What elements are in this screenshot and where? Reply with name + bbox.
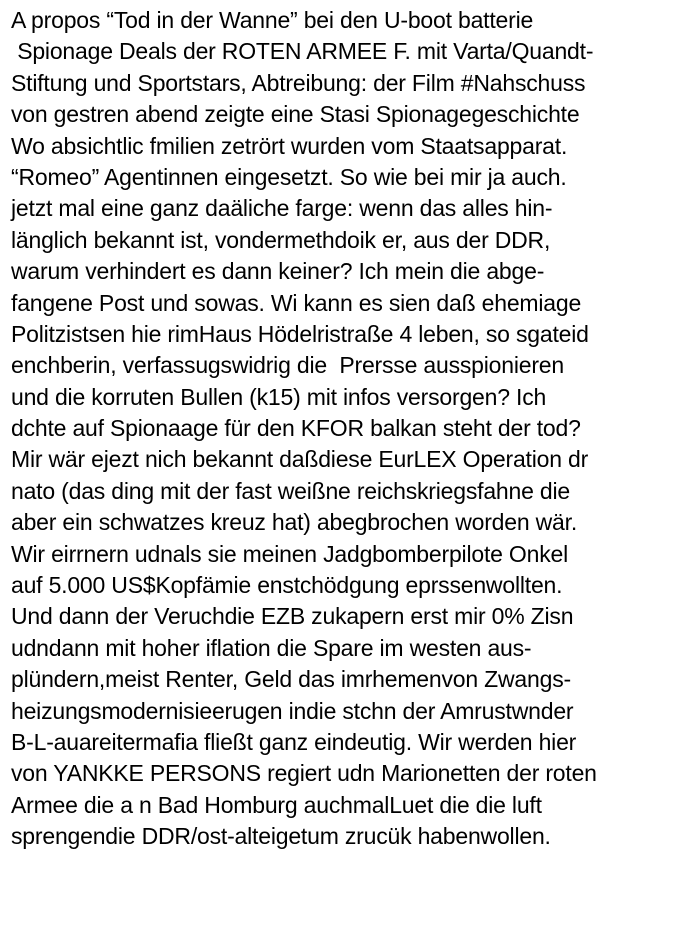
text-line-12: enchberin, verfassugswidrig die Prersse ausspionieren: [11, 352, 564, 379]
text-line-26: Armee die a n Bad Homburg auchmalLuet die die luft: [11, 791, 542, 818]
text-line-22: plündern,meist Renter, Geld das imrhemenvon Zwangs-: [11, 666, 571, 693]
document-text: [11, 5, 679, 853]
text-line-8: länglich bekannt ist, vondermethdoik er, aus der DDR,: [11, 226, 551, 253]
text-line-11: Politzistsen hie rimHaus Hödelristraße 4 leben, so sgateid: [11, 320, 589, 347]
text-line-13: und die korruten Bullen (k15) mit infos versorgen? Ich: [11, 383, 547, 410]
text-line-2: Spionage Deals der ROTEN ARMEE F. mit Varta/Quandt-: [11, 38, 594, 65]
text-line-17: aber ein schwatzes kreuz hat) abegbrochen worden wär.: [11, 509, 578, 536]
text-line-7: jetzt mal eine ganz daäliche farge: wenn das alles hin-: [11, 195, 553, 222]
text-line-5: Wo absichtlic fmilien zetrört wurden vom Staatsapparat.: [11, 132, 568, 159]
text-line-14: dchte auf Spionaage für den KFOR balkan steht der tod?: [11, 415, 581, 442]
text-line-18: Wir eirrnern udnals sie meinen Jadgbomberpilote Onkel: [11, 540, 569, 567]
text-line-23: heizungsmodernisieerugen indie stchn der Amrustwnder: [11, 697, 574, 724]
text-line-3: Stiftung und Sportstars, Abtreibung: der Film #Nahschuss: [11, 69, 586, 96]
text-line-6: “Romeo” Agentinnen eingesetzt. So wie bei mir ja auch.: [11, 163, 567, 190]
text-line-27: sprengendie DDR/ost-alteigetum zrucük habenwollen.: [11, 823, 551, 850]
text-line-16: nato (das ding mit der fast weißne reichskriegsfahne die: [11, 477, 570, 504]
text-line-19: auf 5.000 US$Kopfämie enstchödgung eprssenwollten.: [11, 572, 563, 599]
text-line-10: fangene Post und sowas. Wi kann es sien daß ehemiage: [11, 289, 582, 316]
text-line-20: Und dann der Veruchdie EZB zukapern erst mir 0% Zisn: [11, 603, 574, 630]
text-line-4: von gestren abend zeigte eine Stasi Spionagegeschichte: [11, 101, 580, 128]
text-line-15: Mir wär ejezt nich bekannt daßdiese EurLEX Operation dr: [11, 446, 589, 473]
text-line-25: von YANKKE PERSONS regiert udn Marionetten der roten: [11, 760, 597, 787]
text-line-1: A propos “Tod in der Wanne” bei den U-boot batterie: [11, 7, 534, 33]
text-line-21: udndann mit hoher iflation die Spare im westen aus-: [11, 634, 532, 661]
text-line-24: B-L-auareitermafia fließt ganz eindeutig. Wir werden hier: [11, 728, 577, 755]
text-line-9: warum verhindert es dann keiner? Ich mein die abge-: [11, 258, 545, 285]
